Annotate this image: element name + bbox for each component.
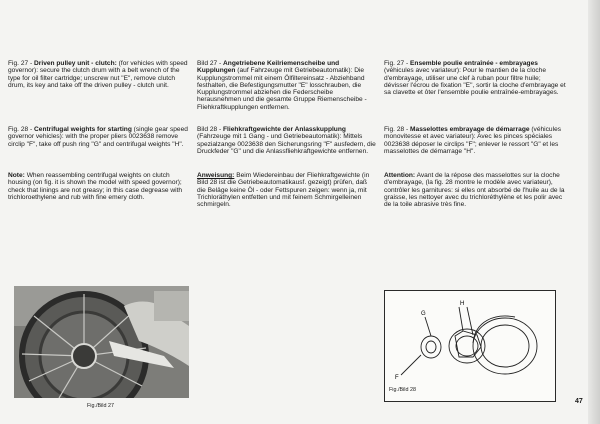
en-fig28-label: Fig. 28 - — [8, 126, 35, 133]
en-note-label: Note: — [8, 172, 25, 179]
fr-fig27-label: Fig. 27 - — [384, 60, 411, 67]
fr-attention-paragraph — [384, 172, 566, 208]
label-g: G — [421, 311, 426, 317]
de-anweisung-paragraph — [197, 172, 377, 208]
fr-fig28-title: Masselottes embrayage de démarrage — [410, 126, 530, 133]
fig28-caption: Fig./Bild 28 — [389, 387, 416, 393]
de-bild27-paragraph — [197, 60, 377, 111]
en-fig28-body: (single gear speed governor vehicles): with the proper pliers 0023638 remove circlip "F", take off push ring "G" and centrifugal weights "H". — [8, 126, 188, 148]
page-edge — [588, 0, 600, 424]
fr-fig27-body: (véhicules avec variateur): Pour le mantien de la cloche d'embrayage, utiliser une clef à ruban pour filtre huile; dévisser l'écrou de fixation "E", sortir la cloche d'embrayage et sa clavette et ôter l'ensemble poulie entraînée-embrayages. — [384, 67, 566, 97]
fig28-drawing — [385, 291, 555, 401]
page-number: 47 — [575, 398, 583, 405]
en-fig27-paragraph — [8, 60, 190, 89]
de-bild28-title: Fliehkraftgewichte der Anlasskupplung — [223, 126, 346, 133]
label-h: H — [460, 301, 465, 307]
de-bild27-label: Bild 27 - — [197, 60, 224, 67]
label-f: F — [395, 375, 399, 381]
fr-fig28-body: (véhicules monovitesse et avec variateur): Avec les pinces spéciales 0023638 déposer le circlips "F"; enlever le ressort "G" et les masselottes de démarrage "H". — [384, 126, 562, 155]
fig27-photo-drawing — [14, 286, 189, 398]
de-bild27-body: (auf Fahrzeuge mit Getriebeautomatik): Die Kupplungstrommel mit einem Ölfiltereinsatz - Abziehband festhalten, die Befestigungsmutter "E" losschrauben, die Kupplungstrommel abziehen die Federscheibe herausnehmen und die gesamte Gruppe Riemenscheibe - Fliehkraftkupplungen entfernen. — [197, 67, 367, 111]
de-bild28-label: Bild 28 - — [197, 126, 224, 133]
de-bild28-paragraph — [197, 126, 377, 155]
en-note-paragraph — [8, 172, 190, 201]
de-bild28-body: (Fahrzeuge mit 1 Gang - und Getriebeautomatik): Mittels spezialzange 0023638 den Sicherungsring "F" ausfedern, die Druckfeder "G" und die Anlassfliehkraftgewichte entfernen. — [197, 133, 376, 155]
fr-attention-body: Avant de la répose des masselottes sur la cloche d'embrayage, (la fig. 28 montre le modèle avec variateur), contrôler les garnitures: si elles ont absorbé de l'huile au de la graisse, les nettoyer avec du trichloréthylène et les polir avec de la toile abrasive très fine. — [384, 172, 565, 209]
fig27-photo — [14, 286, 189, 398]
fig28-drawing-box — [384, 290, 556, 402]
en-fig27-body: (for vehicles with speed governor): secure the clutch drum with a belt wrench of the type for oil filter cartridge; unscrew nut "E", remove clutch drum, its key and take off the driven pulley - clutch unit. — [8, 60, 188, 89]
en-note-body: When reassembling centrifugal weights on clutch housing (on fig. it is shown the model with speed governor); check that linings are not greasy; in this case degrease with trichloroethylene and rub with fine emery cloth. — [8, 172, 183, 201]
fr-fig27-paragraph — [384, 60, 566, 96]
en-fig27-label: Fig. 27 - — [8, 60, 35, 67]
de-bild27-title: Angetriebene Keilriemenscheibe und Kupplungen — [197, 60, 340, 75]
en-fig28-title: Centrifugal weights for starting — [34, 126, 132, 133]
de-anweisung-label: Anweisung: — [197, 172, 235, 179]
fr-fig28-paragraph — [384, 126, 566, 155]
fr-attention-label: Attention: — [384, 172, 416, 179]
en-fig27-title: Driven pulley unit - clutch: — [34, 60, 117, 67]
fr-fig28-label: Fig. 28 - — [384, 126, 411, 133]
fig27-caption: Fig./Bild 27 — [87, 403, 114, 409]
de-anweisung-body: Beim Wiedereinbau der Fliehkraftgewichte (in Bild 28 ist die Getriebeautomatikausf. gezeigt) prüfen, daß die Beläge keine Öl - oder Fettspuren zeigen: wenn ja, mit Trichloräthylen entfetten und mit feinem Schmirgelleinen schmirgeln. — [197, 172, 370, 209]
en-fig28-paragraph — [8, 126, 190, 148]
fr-fig27-title: Ensemble poulie entraînée - embrayages — [410, 60, 538, 67]
